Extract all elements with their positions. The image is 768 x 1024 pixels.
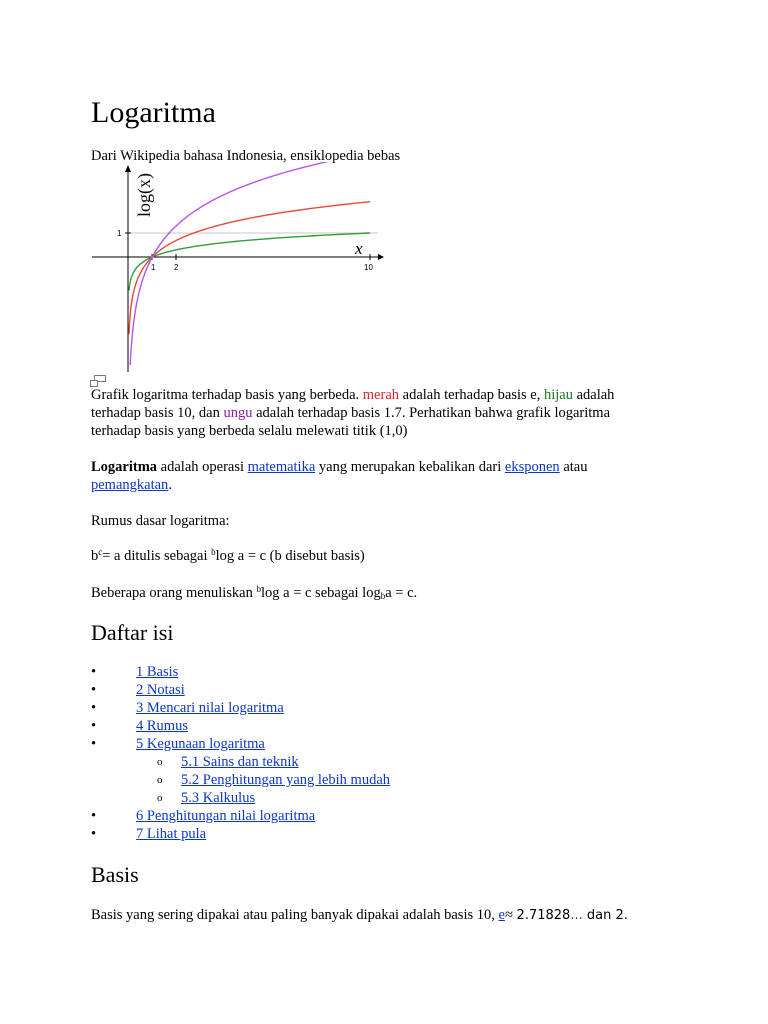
curve-base-e [129,202,370,335]
alternate-notation [91,584,417,602]
bullet: • [91,664,97,680]
toc-link-penghitungan-nilai[interactable]: 6 Penghitungan nilai logaritma [136,808,316,824]
bullet: • [91,682,97,698]
toc-subitem [91,771,390,789]
formula-log-base: b [211,547,216,557]
figure-caption-line-2 [91,404,610,422]
link-eksponen[interactable]: eksponen [504,459,560,475]
toc-heading: Daftar isi [91,620,174,645]
bullet: • [91,700,97,716]
sub-bullet: o [157,774,163,786]
bullet: • [91,808,97,824]
sub-bullet: o [157,792,163,804]
toc-item [91,825,390,843]
x-axis-arrow [378,254,384,260]
logarithm-graph [88,162,388,374]
intro-text: yang merupakan kebalikan dari [315,459,505,475]
toc-link-rumus[interactable]: 4 Rumus [136,718,188,734]
basis-number: 2.71828 [516,908,571,923]
notation-subscript: b [380,591,386,601]
toc-item [91,663,390,681]
toc-item [91,699,390,717]
intro-text: adalah operasi [157,459,248,475]
toc-item [91,717,390,735]
rumus-formula [91,547,365,565]
link-ellipsis[interactable]: ... [570,908,583,923]
toc-link-lihat-pula[interactable]: 7 Lihat pula [136,826,207,842]
formula-exponent: c [98,547,103,557]
curve-base-10 [129,233,370,291]
y-tick-label-1: 1 [117,229,122,238]
basis-text: Basis yang sering dipakai atau paling banyak dipakai adalah basis 10, [91,907,499,923]
toc-link-sains[interactable]: 5.1 Sains dan teknik [181,754,299,770]
bullet: • [91,736,97,752]
rumus-heading: Rumus dasar logaritma: [91,513,230,529]
basis-text: dan 2. [582,908,628,923]
toc-link-mencari-nilai[interactable]: 3 Mencari nilai logaritma [136,700,284,716]
link-pemangkatan[interactable]: pemangkatan [91,477,169,493]
notation-text: log a = c sebagai log [260,585,381,601]
intro-line-1 [91,458,587,476]
toc-link-notasi[interactable]: 2 Notasi [136,682,185,698]
link-e[interactable]: e [498,907,505,923]
caption-text: adalah terhadap basis e, [399,387,544,403]
notation-text: a = c. [385,585,418,601]
basis-text: ≈ [504,907,517,923]
link-matematika[interactable]: matematika [247,459,316,475]
x-tick-label-10: 10 [364,263,373,272]
caption-text: terhadap basis 10, dan [91,405,224,421]
intro-text: atau [559,459,588,475]
caption-green-word: hijau [543,387,573,403]
caption-purple-word: ungu [223,405,253,421]
formula-text: log a = c (b disebut basis) [215,548,365,564]
caption-text: adalah [572,387,615,403]
notation-log-base: b [256,584,261,594]
toc-item [91,807,390,825]
x-tick-label-2: 2 [174,263,179,272]
x-tick-label-1: 1 [151,263,156,272]
page-title: Logaritma [91,96,216,129]
curve-base-1-7 [130,162,370,365]
intro-bold-term: Logaritma [91,459,158,475]
figure-caption-line-1 [91,386,614,404]
caption-text: Grafik logaritma terhadap basis yang berbeda. [91,387,363,403]
toc-item [91,681,390,699]
toc-subitem [91,753,390,771]
y-axis-arrow [125,165,131,172]
enlarge-icon[interactable] [90,374,106,386]
page-subtitle: Dari Wikipedia bahasa Indonesia, ensiklopedia bebas [91,148,401,164]
intro-text: . [168,477,172,493]
toc-link-basis[interactable]: 1 Basis [136,664,179,680]
y-axis-label: log(x) [134,173,154,217]
table-of-contents [91,663,390,843]
caption-text: adalah terhadap basis 1.7. Perhatikan bahwa grafik logaritma [252,405,611,421]
toc-link-kalkulus[interactable]: 5.3 Kalkulus [181,790,256,806]
x-axis-label: x [355,239,363,258]
intro-line-2 [91,476,172,494]
toc-subitem [91,789,390,807]
figure-caption-line-3: terhadap basis yang berbeda selalu melewati titik (1,0) [91,423,408,439]
section-heading-basis: Basis [91,862,139,887]
bullet: • [91,718,97,734]
basis-paragraph [91,906,628,925]
toc-item [91,735,390,753]
toc-link-penghitungan-mudah[interactable]: 5.2 Penghitungan yang lebih mudah [181,772,391,788]
formula-text: = a ditulis sebagai [102,548,212,564]
caption-red-word: merah [362,387,400,403]
toc-link-kegunaan[interactable]: 5 Kegunaan logaritma [136,736,265,752]
bullet: • [91,826,97,842]
sub-bullet: o [157,756,163,768]
notation-text: Beberapa orang menuliskan [91,585,257,601]
formula-base: b [91,548,99,564]
